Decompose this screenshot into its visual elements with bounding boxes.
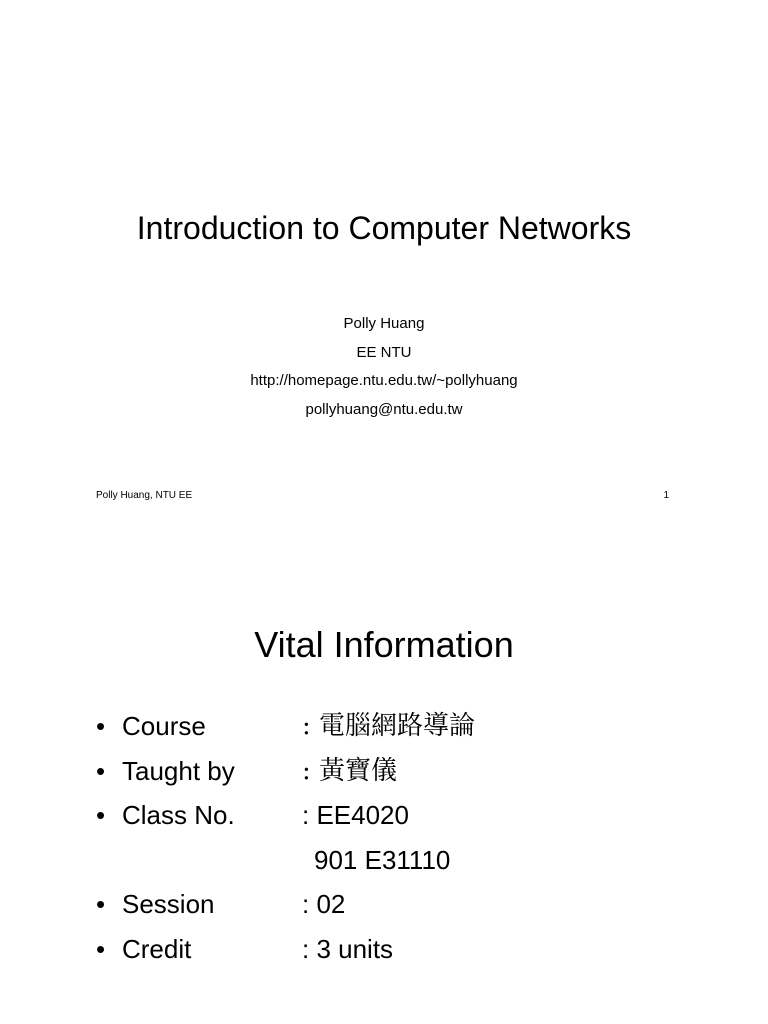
item-label: Course: [122, 711, 206, 741]
presentation-title: Introduction to Computer Networks: [136, 210, 632, 246]
list-item: [96, 793, 696, 838]
slide-title: Vital Information: [254, 624, 514, 665]
bullet-icon: •: [96, 800, 106, 830]
bullet-icon: •: [96, 889, 106, 919]
item-value: : EE4020: [302, 800, 409, 830]
vital-info-list: [96, 704, 696, 971]
bullet-icon: •: [96, 755, 106, 786]
item-label: Class No.: [122, 800, 235, 830]
list-item: [96, 838, 696, 883]
author-homepage-link[interactable]: http://homepage.ntu.edu.tw/~pollyhuang: [250, 372, 518, 389]
item-value: : 02: [302, 889, 346, 919]
bullet-icon: •: [96, 933, 106, 964]
item-value-continued: 901 E31110: [314, 844, 451, 875]
list-item: [96, 927, 696, 972]
author-info: [0, 310, 768, 424]
item-label: Session: [122, 889, 215, 919]
bullet-icon: •: [96, 711, 106, 741]
list-item: [96, 882, 696, 927]
author-email-link[interactable]: pollyhuang@ntu.edu.tw: [305, 400, 463, 418]
list-item: [96, 704, 696, 749]
item-value: : 電腦網路導論: [302, 711, 476, 741]
item-value: : 3 units: [302, 933, 394, 964]
list-item: [96, 749, 696, 794]
author-name: Polly Huang: [343, 315, 425, 332]
slide-vital-information: [0, 560, 768, 1024]
item-label: Taught by: [122, 755, 235, 786]
author-department: EE NTU: [356, 343, 412, 361]
slide-page-number: 1: [663, 490, 669, 501]
item-value: : 黃寶儀: [302, 755, 398, 786]
slide-footer-text: Polly Huang, NTU EE: [96, 490, 193, 501]
item-label: Credit: [122, 933, 192, 964]
